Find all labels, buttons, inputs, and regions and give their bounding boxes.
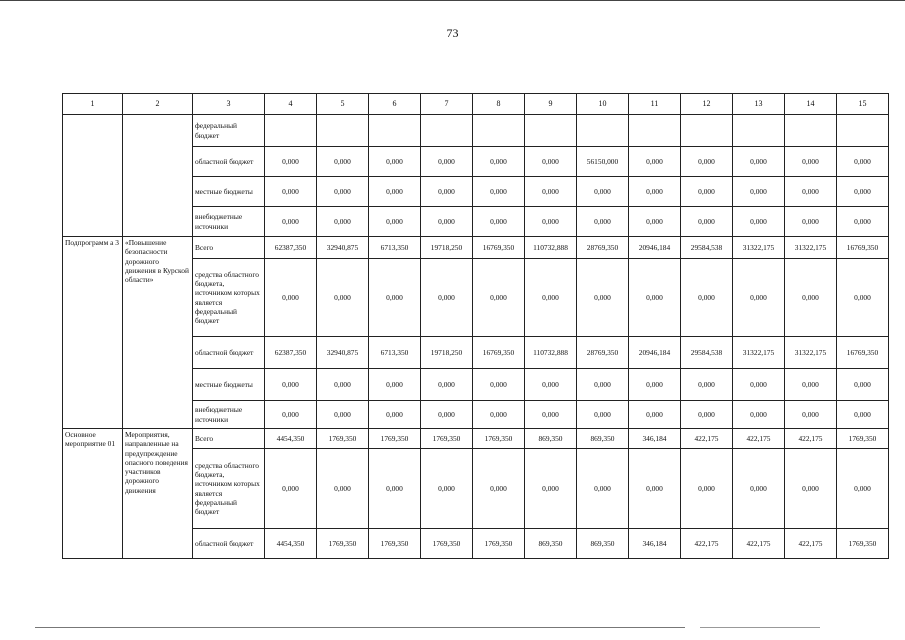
- amount-cell: 29584,538: [681, 237, 733, 259]
- column-number-cell: 1: [63, 94, 123, 115]
- amount-cell: 0,000: [785, 401, 837, 429]
- amount-cell: 422,175: [733, 529, 785, 559]
- funding-source-cell: средства областного бюджета, источником которых является федеральный бюджет: [193, 259, 265, 337]
- column-number-cell: 6: [369, 94, 421, 115]
- amount-cell: 0,000: [733, 401, 785, 429]
- amount-cell: 869,350: [525, 529, 577, 559]
- column-number-cell: 11: [629, 94, 681, 115]
- amount-cell: 0,000: [369, 207, 421, 237]
- amount-cell: 0,000: [837, 401, 889, 429]
- amount-cell: 0,000: [837, 147, 889, 177]
- funding-source-cell: областной бюджет: [193, 147, 265, 177]
- amount-cell: 0,000: [265, 449, 317, 529]
- amount-cell: 62387,350: [265, 237, 317, 259]
- column-number-cell: 15: [837, 94, 889, 115]
- amount-cell: 0,000: [733, 147, 785, 177]
- column-number-cell: 9: [525, 94, 577, 115]
- amount-cell: 346,184: [629, 429, 681, 449]
- amount-cell: 0,000: [525, 449, 577, 529]
- amount-cell: [629, 115, 681, 147]
- amount-cell: 0,000: [629, 147, 681, 177]
- amount-cell: 31322,175: [785, 237, 837, 259]
- amount-cell: 0,000: [577, 401, 629, 429]
- amount-cell: [785, 115, 837, 147]
- amount-cell: 0,000: [473, 449, 525, 529]
- amount-cell: 0,000: [629, 449, 681, 529]
- amount-cell: 0,000: [369, 401, 421, 429]
- funding-source-cell: местные бюджеты: [193, 177, 265, 207]
- amount-cell: [421, 115, 473, 147]
- funding-source-cell: Всего: [193, 429, 265, 449]
- table-row: [63, 115, 889, 147]
- amount-cell: 422,175: [785, 529, 837, 559]
- amount-cell: 0,000: [733, 449, 785, 529]
- amount-cell: 0,000: [473, 177, 525, 207]
- amount-cell: 1769,350: [837, 529, 889, 559]
- amount-cell: 1769,350: [473, 429, 525, 449]
- amount-cell: 0,000: [473, 207, 525, 237]
- amount-cell: 0,000: [265, 177, 317, 207]
- column-number-cell: 3: [193, 94, 265, 115]
- amount-cell: 0,000: [681, 147, 733, 177]
- amount-cell: 0,000: [421, 369, 473, 401]
- budget-table: [62, 93, 889, 559]
- amount-cell: 0,000: [525, 207, 577, 237]
- amount-cell: 422,175: [681, 529, 733, 559]
- amount-cell: 1769,350: [317, 429, 369, 449]
- amount-cell: 422,175: [785, 429, 837, 449]
- amount-cell: 0,000: [369, 147, 421, 177]
- amount-cell: 0,000: [837, 449, 889, 529]
- amount-cell: [577, 115, 629, 147]
- amount-cell: 0,000: [629, 177, 681, 207]
- amount-cell: 0,000: [785, 177, 837, 207]
- amount-cell: 0,000: [629, 259, 681, 337]
- amount-cell: 0,000: [785, 369, 837, 401]
- amount-cell: 28769,350: [577, 337, 629, 369]
- amount-cell: 0,000: [421, 449, 473, 529]
- amount-cell: 4454,350: [265, 429, 317, 449]
- amount-cell: 56150,000: [577, 147, 629, 177]
- program-title-cell: Мероприятия, направленные на предупреждение опасного поведения участников дорожного движения: [123, 429, 193, 559]
- amount-cell: 0,000: [421, 401, 473, 429]
- amount-cell: 31322,175: [733, 237, 785, 259]
- amount-cell: 0,000: [577, 369, 629, 401]
- column-number-cell: 10: [577, 94, 629, 115]
- amount-cell: 0,000: [421, 207, 473, 237]
- amount-cell: 0,000: [681, 259, 733, 337]
- page-top-edge: [0, 0, 905, 1]
- amount-cell: 32940,875: [317, 337, 369, 369]
- funding-source-cell: областной бюджет: [193, 529, 265, 559]
- amount-cell: 0,000: [473, 369, 525, 401]
- amount-cell: [837, 115, 889, 147]
- amount-cell: 0,000: [317, 369, 369, 401]
- amount-cell: 0,000: [733, 207, 785, 237]
- amount-cell: 0,000: [681, 369, 733, 401]
- amount-cell: 0,000: [837, 177, 889, 207]
- table-row: [63, 429, 889, 449]
- amount-cell: 0,000: [629, 401, 681, 429]
- program-title-cell: [123, 115, 193, 237]
- amount-cell: 29584,538: [681, 337, 733, 369]
- amount-cell: 0,000: [317, 401, 369, 429]
- amount-cell: 0,000: [369, 449, 421, 529]
- amount-cell: 346,184: [629, 529, 681, 559]
- funding-source-cell: областной бюджет: [193, 337, 265, 369]
- column-number-cell: 13: [733, 94, 785, 115]
- column-number-cell: 8: [473, 94, 525, 115]
- column-number-row: [63, 94, 889, 115]
- amount-cell: 0,000: [629, 369, 681, 401]
- amount-cell: 0,000: [525, 259, 577, 337]
- column-number-cell: 7: [421, 94, 473, 115]
- amount-cell: 0,000: [317, 207, 369, 237]
- amount-cell: [265, 115, 317, 147]
- amount-cell: 1769,350: [317, 529, 369, 559]
- column-number-cell: 5: [317, 94, 369, 115]
- amount-cell: [525, 115, 577, 147]
- amount-cell: 32940,875: [317, 237, 369, 259]
- amount-cell: 0,000: [265, 207, 317, 237]
- amount-cell: 0,000: [369, 369, 421, 401]
- amount-cell: 0,000: [837, 259, 889, 337]
- column-number-cell: 12: [681, 94, 733, 115]
- amount-cell: 31322,175: [733, 337, 785, 369]
- funding-source-cell: федеральный бюджет: [193, 115, 265, 147]
- funding-source-cell: местные бюджеты: [193, 369, 265, 401]
- amount-cell: 16769,350: [837, 237, 889, 259]
- amount-cell: 0,000: [577, 449, 629, 529]
- amount-cell: 0,000: [733, 259, 785, 337]
- amount-cell: 0,000: [525, 177, 577, 207]
- amount-cell: 0,000: [525, 369, 577, 401]
- program-code-cell: Подпрограмм а 3: [63, 237, 123, 429]
- funding-source-cell: средства областного бюджета, источником которых является федеральный бюджет: [193, 449, 265, 529]
- amount-cell: 0,000: [785, 449, 837, 529]
- amount-cell: 0,000: [681, 207, 733, 237]
- column-number-cell: 14: [785, 94, 837, 115]
- amount-cell: 0,000: [473, 401, 525, 429]
- amount-cell: 0,000: [369, 177, 421, 207]
- amount-cell: 20946,184: [629, 337, 681, 369]
- amount-cell: 0,000: [577, 207, 629, 237]
- amount-cell: 0,000: [785, 259, 837, 337]
- amount-cell: 4454,350: [265, 529, 317, 559]
- amount-cell: 1769,350: [473, 529, 525, 559]
- amount-cell: 0,000: [421, 177, 473, 207]
- amount-cell: 0,000: [317, 147, 369, 177]
- amount-cell: 31322,175: [785, 337, 837, 369]
- amount-cell: 62387,350: [265, 337, 317, 369]
- amount-cell: 1769,350: [837, 429, 889, 449]
- amount-cell: 110732,888: [525, 237, 577, 259]
- program-title-cell: «Повышение безопасности дорожного движения в Курской области»: [123, 237, 193, 429]
- amount-cell: [681, 115, 733, 147]
- amount-cell: 0,000: [681, 401, 733, 429]
- amount-cell: 16769,350: [837, 337, 889, 369]
- amount-cell: 869,350: [525, 429, 577, 449]
- amount-cell: 422,175: [681, 429, 733, 449]
- amount-cell: 0,000: [317, 449, 369, 529]
- amount-cell: 0,000: [473, 259, 525, 337]
- amount-cell: 0,000: [369, 259, 421, 337]
- column-number-cell: 2: [123, 94, 193, 115]
- amount-cell: 0,000: [421, 259, 473, 337]
- amount-cell: 0,000: [265, 401, 317, 429]
- table-row: [63, 237, 889, 259]
- amount-cell: 19718,250: [421, 337, 473, 369]
- scan-edge-line: [700, 627, 820, 628]
- amount-cell: 6713,350: [369, 337, 421, 369]
- amount-cell: 0,000: [577, 259, 629, 337]
- amount-cell: 0,000: [317, 177, 369, 207]
- amount-cell: 0,000: [473, 147, 525, 177]
- amount-cell: 0,000: [681, 177, 733, 207]
- amount-cell: 0,000: [681, 449, 733, 529]
- amount-cell: 869,350: [577, 429, 629, 449]
- amount-cell: 0,000: [525, 401, 577, 429]
- amount-cell: 0,000: [265, 369, 317, 401]
- amount-cell: 1769,350: [369, 529, 421, 559]
- column-number-cell: 4: [265, 94, 317, 115]
- amount-cell: 0,000: [317, 259, 369, 337]
- amount-cell: 20946,184: [629, 237, 681, 259]
- amount-cell: 0,000: [837, 369, 889, 401]
- amount-cell: [317, 115, 369, 147]
- program-code-cell: Основное мероприятие 01: [63, 429, 123, 559]
- amount-cell: 0,000: [421, 147, 473, 177]
- funding-source-cell: Всего: [193, 237, 265, 259]
- amount-cell: 28769,350: [577, 237, 629, 259]
- amount-cell: 6713,350: [369, 237, 421, 259]
- amount-cell: 0,000: [733, 369, 785, 401]
- amount-cell: 0,000: [577, 177, 629, 207]
- amount-cell: 0,000: [525, 147, 577, 177]
- amount-cell: 0,000: [265, 259, 317, 337]
- amount-cell: 19718,250: [421, 237, 473, 259]
- amount-cell: 422,175: [733, 429, 785, 449]
- amount-cell: 0,000: [837, 207, 889, 237]
- funding-source-cell: внебюджетные источники: [193, 207, 265, 237]
- scan-edge-line: [35, 627, 685, 628]
- amount-cell: 110732,888: [525, 337, 577, 369]
- amount-cell: 1769,350: [421, 529, 473, 559]
- amount-cell: [473, 115, 525, 147]
- amount-cell: 0,000: [785, 147, 837, 177]
- amount-cell: 869,350: [577, 529, 629, 559]
- page-number: 73: [446, 26, 459, 40]
- amount-cell: [733, 115, 785, 147]
- amount-cell: 0,000: [265, 147, 317, 177]
- amount-cell: 0,000: [785, 207, 837, 237]
- amount-cell: 0,000: [733, 177, 785, 207]
- amount-cell: 1769,350: [421, 429, 473, 449]
- funding-source-cell: внебюджетные источники: [193, 401, 265, 429]
- amount-cell: 16769,350: [473, 337, 525, 369]
- amount-cell: 16769,350: [473, 237, 525, 259]
- amount-cell: [369, 115, 421, 147]
- amount-cell: 0,000: [629, 207, 681, 237]
- program-code-cell: [63, 115, 123, 237]
- amount-cell: 1769,350: [369, 429, 421, 449]
